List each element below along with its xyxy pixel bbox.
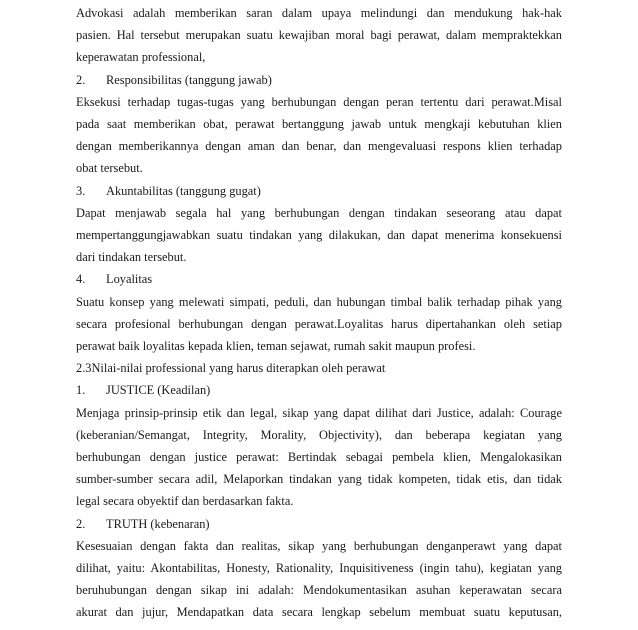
text-line: akurat dan jujur, Mendapatkan data secara lengkap sebelum membuat suatu keputusan, xyxy=(76,605,562,620)
text-line: Suatu konsep yang melewati simpati, peduli, dan hubungan timbal balik terhadap pihak yang xyxy=(76,294,562,309)
list-number: 3. xyxy=(76,183,86,198)
list-heading xyxy=(76,382,562,398)
list-number: 1. xyxy=(76,383,86,398)
list-heading xyxy=(76,516,562,532)
list-heading xyxy=(76,183,562,199)
list-number: 2. xyxy=(76,72,86,87)
list-heading-text: JUSTICE (Keadilan) xyxy=(106,383,211,398)
list-heading-text: Responsibilitas (tanggung jawab) xyxy=(106,72,272,87)
list-heading xyxy=(76,72,562,88)
text-line: Kesesuaian dengan fakta dan realitas, sikap yang berhubungan denganperawt yang dapat xyxy=(76,538,562,553)
text-line: pada saat memberikan obat, perawat bertanggung jawab untuk mengkaji kebutuhan klien xyxy=(76,117,562,131)
text-line: perawat baik loyalitas kepada klien, teman sejawat, rumah sakit maupun profesi. xyxy=(76,339,476,353)
text-line: legal secara obyektif dan berdasarkan fakta. xyxy=(76,494,294,509)
text-line: beruhubungan dengan sikap ini adalah: Mendokumentasikan asuhan keperawatan secara xyxy=(76,583,562,598)
text-line: dengan memberikannya dengan aman dan benar, dan mengevaluasi respons klien terhadap xyxy=(76,139,562,154)
text-line: keperawatan professional, xyxy=(76,50,206,65)
text-line: 2.3Nilai-nilai professional yang harus diterapkan oleh perawat xyxy=(76,361,386,376)
text-line: secara profesional berhubungan dengan perawat.Loyalitas harus dipertahankan oleh setiap xyxy=(76,316,562,331)
text-line: Advokasi adalah memberikan saran dalam upaya melindungi dan mendukung hak-hak xyxy=(76,6,562,20)
text-line: Eksekusi terhadap tugas-tugas yang berhubungan dengan peran tertentu dari perawat.Misal xyxy=(76,94,562,109)
list-heading-text: TRUTH (kebenaran) xyxy=(106,516,210,531)
list-heading-text: Akuntabilitas (tanggung gugat) xyxy=(106,183,261,198)
text-line: sumber-sumber secara adil, Melaporkan tindakan yang tidak kompeten, tidak etis, dan tidak xyxy=(76,472,562,487)
text-line: obat tersebut. xyxy=(76,161,143,176)
text-line: berhubungan dengan justice perawat: Bertindak sebagai pembela klien, Mengalokasikan xyxy=(76,450,562,464)
text-line: Menjaga prinsip-prinsip etik dan legal, sikap yang dapat dilihat dari Justice, adalah: Courage xyxy=(76,405,562,420)
text-line: mempertanggungjawabkan suatu tindakan yang dilakukan, dan dapat menerima konsekuensi xyxy=(76,228,562,242)
list-number: 4. xyxy=(76,272,86,287)
list-heading xyxy=(76,271,562,287)
text-line: pasien. Hal tersebut merupakan suatu kewajiban moral bagi perawat, dalam mempraktekkan xyxy=(76,28,562,43)
text-line: (keberanian/Semangat, Integrity, Morality, Objectivity), dan beberapa kegiatan yang xyxy=(76,427,562,442)
list-number: 2. xyxy=(76,516,86,531)
text-line: dilihat, yaitu: Akontabilitas, Honesty, Rationality, Inquisitiveness (ingin tahu), kegiatan yang xyxy=(76,561,562,575)
text-line: Dapat menjawab segala hal yang berhubungan dengan tindakan seseorang atau dapat xyxy=(76,205,562,220)
list-heading-text: Loyalitas xyxy=(106,272,153,287)
text-line: dari tindakan tersebut. xyxy=(76,250,187,265)
